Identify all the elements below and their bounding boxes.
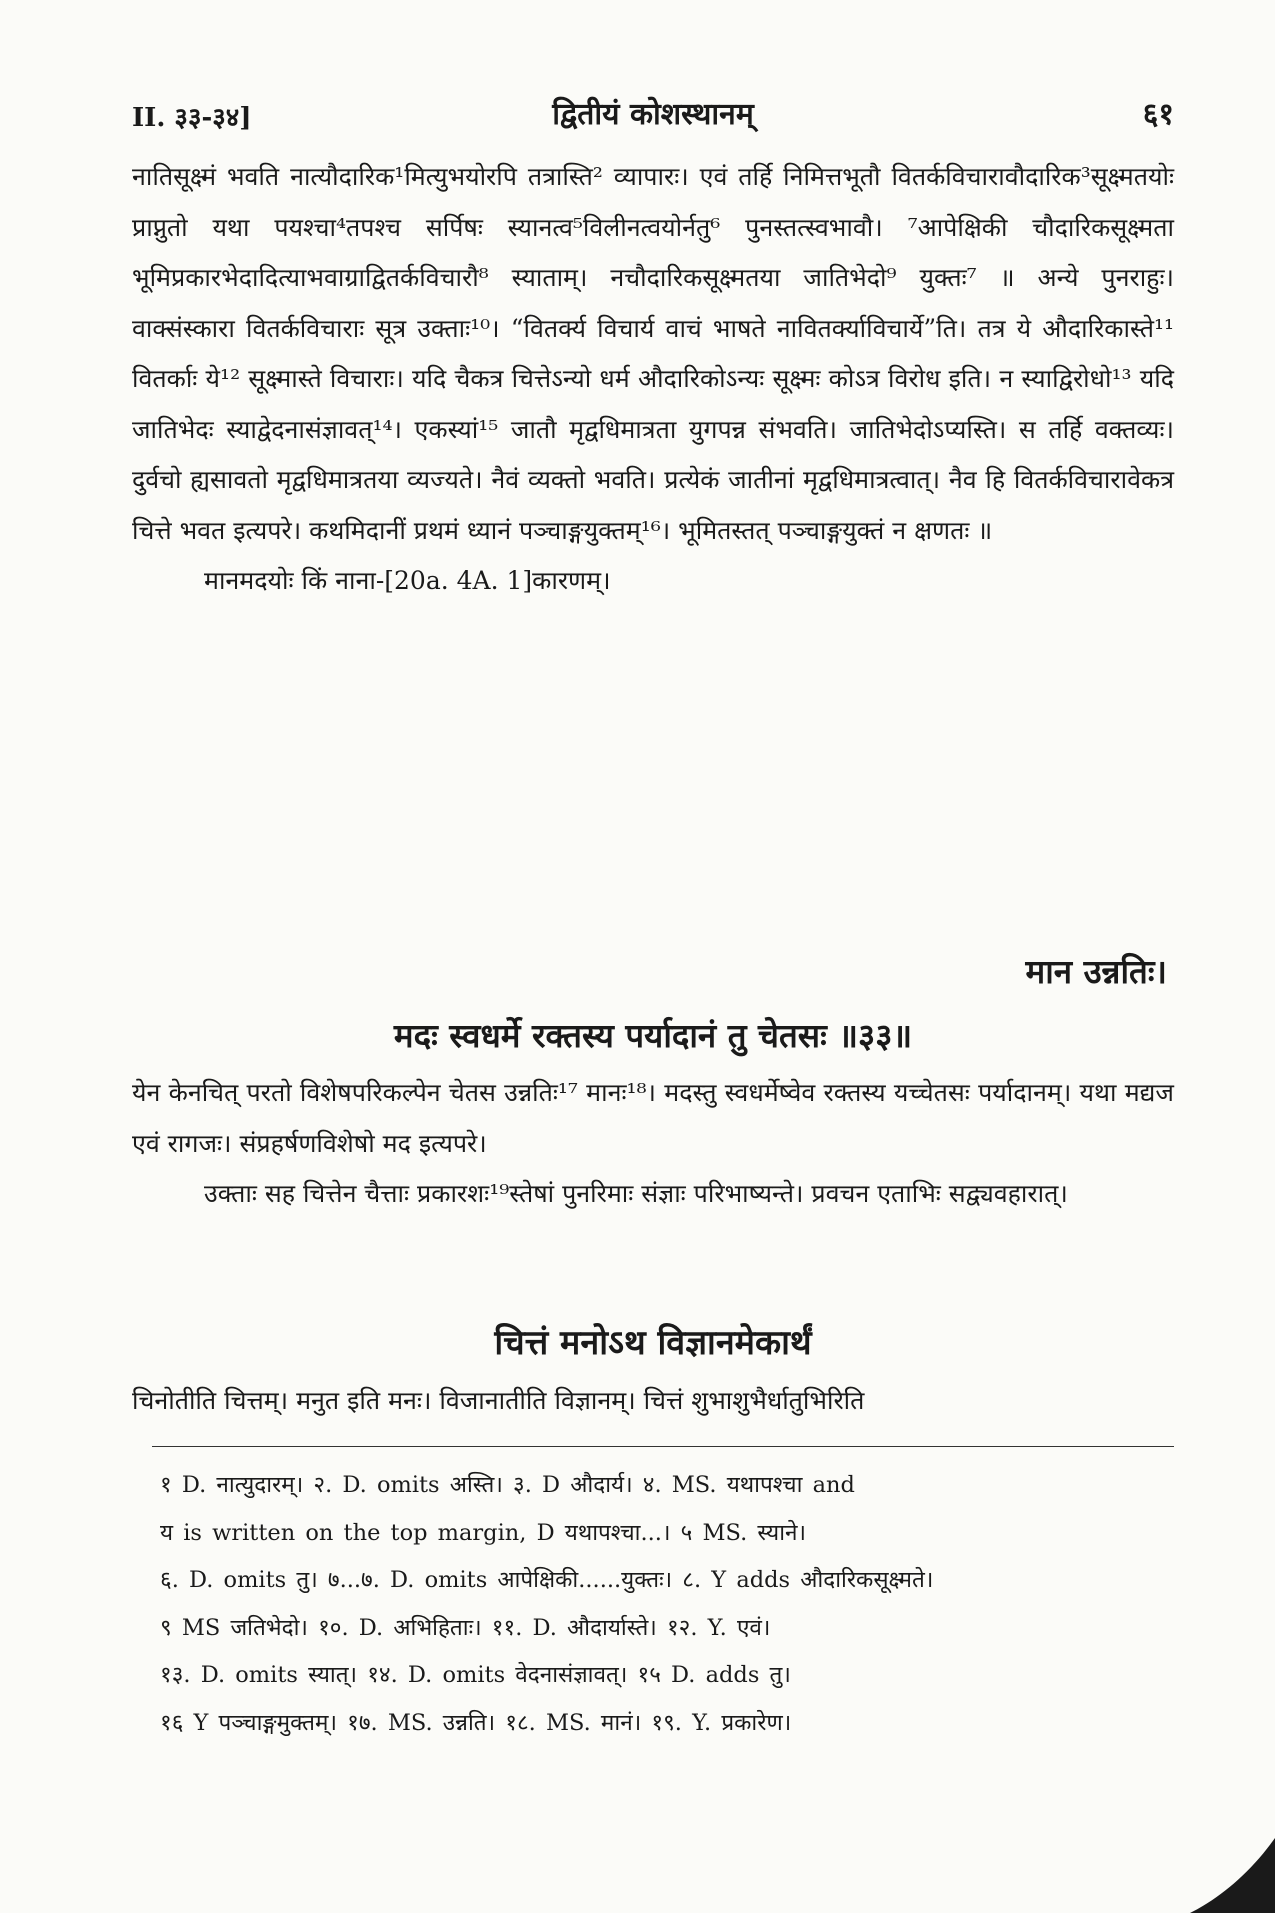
commentary-block-1 <box>132 152 1174 607</box>
footnote-line: य is written on the top margin, D यथापश्चा...। ५ MS. स्याने। <box>160 1519 807 1546</box>
paragraph: उक्ताः सह चित्तेन चैत्ताः प्रकारशः¹⁹स्तेषां पुनरिमाः संज्ञाः परिभाष्यन्ते। प्रवचन एताभिः सद्व्यवहारात्। <box>204 1179 1068 1208</box>
commentary-block-2 <box>132 1068 1174 1220</box>
footnotes <box>160 1462 1174 1747</box>
footnote-divider <box>152 1446 1174 1447</box>
running-header <box>132 92 1174 142</box>
footnote-line: ९ MS जतिभेदो। १०. D. अभिहिताः। ११. D. औदार्यास्ते। १२. Y. एवं। <box>160 1614 771 1641</box>
question-line: मानमदयोः किं नाना-[20a. 4A. 1]कारणम्। <box>204 566 611 595</box>
page-number: ६१ <box>1142 97 1174 132</box>
section-reference: II. ३३-३४] <box>132 103 252 133</box>
paragraph: नातिसूक्ष्मं भवति नात्यौदारिक¹मित्युभयोरपि तत्रास्ति² व्यापारः। एवं तर्हि निमित्तभूतौ वितर्कविचारावौदारिक³सूक्ष्मतयोः प्राप्नुतो यथा पयश्चा⁴तपश्च सर्पिषः स्यानत्व⁵विलीनत्वयोर्नतु⁶ पुनस्तत्स्वभावौ। ⁷आपेक्षिकी चौदारिकसूक्ष्मता भूमिप्रकारभेदादित्याभवाग्राद्वितर्कविचारौ⁸ स्याताम्। नचौदारिकसूक्ष्मतया जातिभेदो⁹ युक्तः⁷ ॥ अन्ये पुनराहुः। वाक्संस्कारा वितर्कविचाराः सूत्र उक्ताः¹⁰। “वितर्क्य विचार्य वाचं भाषते नावितर्क्याविचार्ये”ति। तत्र ये औदारिकास्ते¹¹ वितर्काः ये¹² सूक्ष्मास्ते विचाराः। यदि चैकत्र चित्तेऽन्यो धर्म औदारिकोऽन्यः सूक्ष्मः कोऽत्र विरोध इति। न स्याद्विरोधो¹³ यदि जातिभेदः स्याद्वेदनासंज्ञावत्¹⁴। एकस्यां¹⁵ जातौ मृद्वधिमात्रता युगपन्न संभवति। जातिभेदोऽप्यस्ति। स तर्हि वक्तव्यः। दुर्वचो ह्यसावतो मृद्वधिमात्रतया व्यज्यते। नैवं व्यक्तो भवति। प्रत्येकं जातीनां मृद्वधिमात्रत्वात्। नैव हि वितर्कविचारावेकत्र चित्ते भवत इत्यपरे। कथमिदानीं प्रथमं ध्यानं पञ्चाङ्गयुक्तम्¹⁶। भूमितस्तत् पञ्चाङ्गयुक्तं न क्षणतः ॥ <box>132 162 1174 545</box>
paragraph: येन केनचित् परतो विशेषपरिकल्पेन चेतस उन्नतिः¹⁷ मानः¹⁸। मदस्तु स्वधर्मेष्वेव रक्तस्य यच्चेतसः पर्यादानम्। यथा मद्यज एवं रागजः। संप्रहर्षणविशेषो मद इत्यपरे। <box>132 1078 1174 1158</box>
scan-edge-shadow <box>1180 1818 1275 1913</box>
karika-verse-1: मान उन्नतिः। <box>1025 952 1167 991</box>
karika-verse-2: मदः स्वधर्मे रक्तस्य पर्यादानं तु चेतसः ॥३३॥ <box>393 1016 913 1055</box>
commentary-block-3 <box>132 1376 1174 1427</box>
footnote-line: ६. D. omits तु। ७...७. D. omits आपेक्षिकी......युक्तः। ८. Y adds औदारिकसूक्ष्मते। <box>160 1567 934 1593</box>
footnote-line: १३. D. omits स्यात्। १४. D. omits वेदनासंज्ञावत्। १५ D. adds तु। <box>160 1662 791 1688</box>
footnote-line: १६ Y पञ्चाङ्गमुक्तम्। १७. MS. उन्नति। १८. MS. मानं। १९. Y. प्रकारेण। <box>160 1709 792 1736</box>
page-title: द्वितीयं कोशस्थानम् <box>552 97 754 132</box>
karika-verse-3: चित्तं मनोऽथ विज्ञानमेकार्थं <box>494 1323 812 1363</box>
footnote-line: १ D. नात्युदारम्। २. D. omits अस्ति। ३. D औदार्य। ४. MS. यथापश्चा and <box>160 1472 855 1498</box>
paragraph: चिनोतीति चित्तम्। मनुत इति मनः। विजानातीति विज्ञानम्। चित्तं शुभाशुभैर्धातुभिरिति <box>132 1386 865 1415</box>
